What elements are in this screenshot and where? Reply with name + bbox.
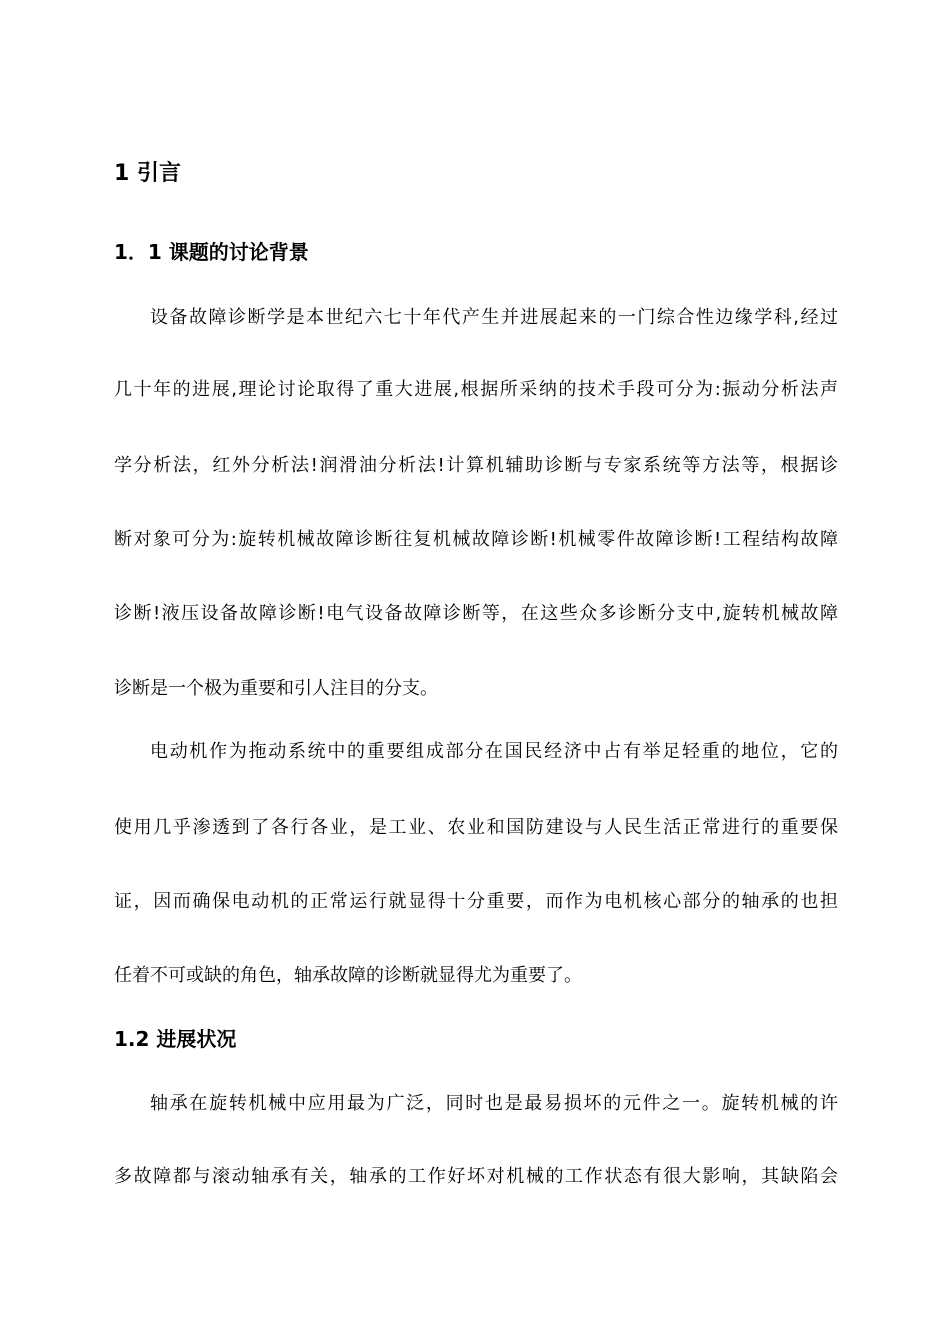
paragraph-line: 电动机作为拖动系统中的重要组成部分在国民经济中占有举足轻重的地位，它的 bbox=[150, 741, 838, 762]
section-heading-1-1: 1．1 课题的讨论背景 bbox=[114, 240, 309, 264]
paragraph-line: 诊断是一个极为重要和引人注目的分支。 bbox=[114, 678, 438, 699]
paragraph-line: 多故障都与滚动轴承有关，轴承的工作好坏对机械的工作状态有很大影响，其缺陷会 bbox=[114, 1166, 838, 1187]
paragraph-line: 几十年的进展,理论讨论取得了重大进展,根据所采纳的技术手段可分为:振动分析法声 bbox=[114, 379, 838, 400]
paragraph-line: 任着不可或缺的角色，轴承故障的诊断就显得尤为重要了。 bbox=[114, 965, 582, 986]
paragraph-line: 使用几乎渗透到了各行各业，是工业、农业和国防建设与人民生活正常进行的重要保 bbox=[114, 817, 838, 838]
paragraph-line: 证，因而确保电动机的正常运行就显得十分重要，而作为电机核心部分的轴承的也担 bbox=[114, 891, 838, 912]
paragraph-line: 学分析法，红外分析法!润滑油分析法!计算机辅助诊断与专家系统等方法等，根据诊 bbox=[114, 455, 838, 476]
chapter-heading: 1 引言 bbox=[114, 161, 181, 186]
paragraph-line: 断对象可分为:旋转机械故障诊断往复机械故障诊断!机械零件故障诊断!工程结构故障 bbox=[114, 529, 838, 550]
paragraph-line: 诊断!液压设备故障诊断!电气设备故障诊断等，在这些众多诊断分支中,旋转机械故障 bbox=[114, 603, 838, 624]
paragraph-line: 轴承在旋转机械中应用最为广泛，同时也是最易损坏的元件之一。旋转机械的许 bbox=[150, 1093, 838, 1114]
section-heading-1-2: 1.2 进展状况 bbox=[114, 1027, 237, 1051]
paragraph-line: 设备故障诊断学是本世纪六七十年代产生并进展起来的一门综合性边缘学科,经过 bbox=[150, 307, 838, 328]
